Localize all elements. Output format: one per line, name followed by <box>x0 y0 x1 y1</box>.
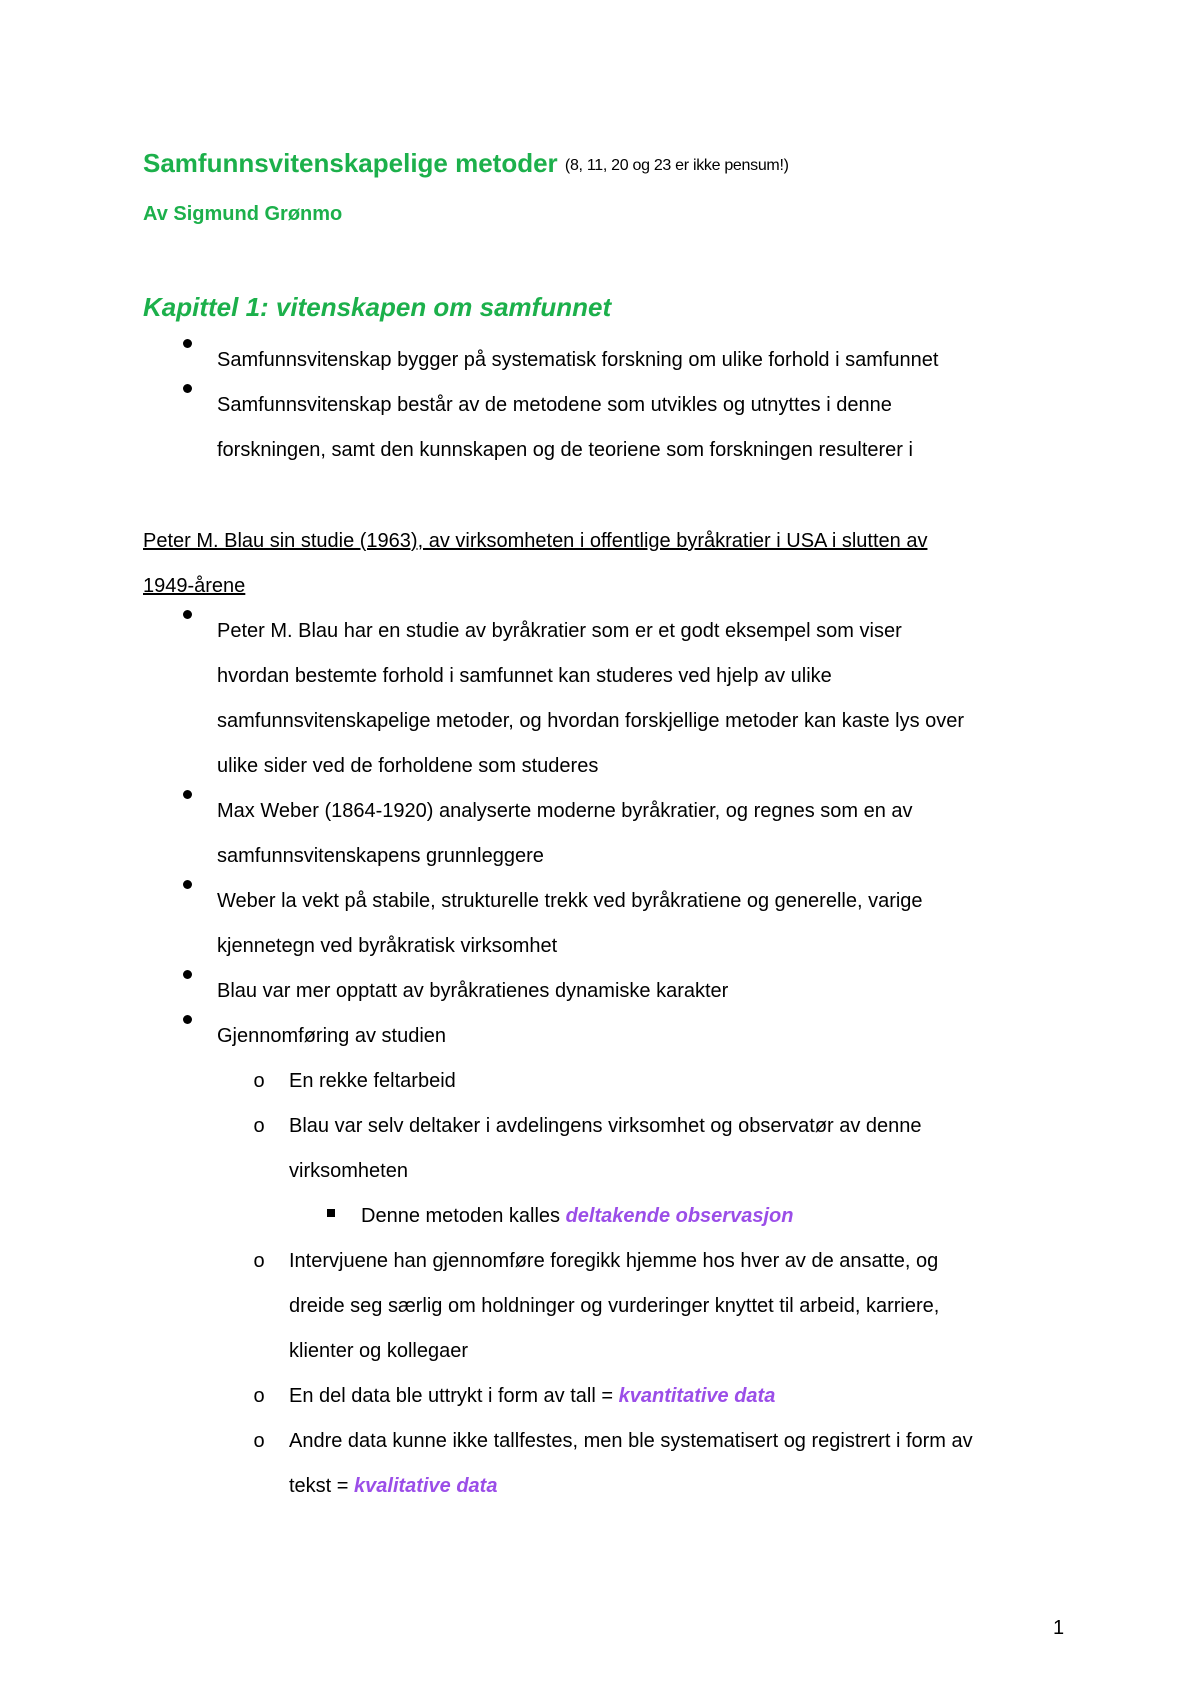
sub-list-item-text <box>289 1374 1089 1419</box>
list-item-text-line: ulike sider ved de forholdene som studeres <box>217 755 599 777</box>
circle-bullet-icon: o <box>253 1115 265 1137</box>
list-item <box>217 609 1117 789</box>
highlighted-term: kvantitative data <box>618 1385 776 1407</box>
list-item-text-line: forskningen, samt den kunnskapen og de teoriene som forskningen resulterer i <box>217 439 913 461</box>
sub-list-item-text-line: Andre data kunne ikke tallfestes, men ble systematisert og registrert i form av <box>289 1430 973 1452</box>
list-item-text-line: hvordan bestemte forhold i samfunnet kan studeres ved hjelp av ulike <box>217 665 832 687</box>
title-note: (8, 11, 20 og 23 er ikke pensum!) <box>564 157 789 174</box>
text-run: En del data ble uttrykt i form av tall = <box>289 1385 619 1407</box>
sub-list-item-text-line <box>289 1464 1089 1509</box>
highlighted-term: kvalitative data <box>354 1475 498 1497</box>
sub-list-item-text-line: dreide seg særlig om holdninger og vurderinger knyttet til arbeid, karriere, <box>289 1295 940 1317</box>
circle-bullet-icon: o <box>253 1385 265 1407</box>
sub-list-item <box>253 1374 1089 1419</box>
list-item-text-line: Samfunnsvitenskap består av de metodene som utvikles og utnyttes i denne <box>217 394 892 416</box>
sub-list-item-text-line: klienter og kollegaer <box>289 1340 468 1362</box>
list-item <box>217 383 1117 473</box>
list-item <box>217 879 1117 969</box>
list-item-text: Gjennomføring av studien <box>217 1025 447 1047</box>
square-bullet-icon <box>325 1194 337 1239</box>
sub-sub-list-item-text <box>361 1194 1061 1239</box>
circle-bullet-icon: o <box>253 1070 265 1092</box>
list-item-text-line: Peter M. Blau har en studie av byråkratier som er et godt eksempel som viser <box>217 620 902 642</box>
sub-sub-list-item <box>361 1194 1061 1239</box>
sub-list-item-text-line: Intervjuene han gjennomføre foregikk hjemme hos hver av de ansatte, og <box>289 1250 939 1272</box>
page-number: 1 <box>1053 1617 1065 1639</box>
sub-list-item-text-line: Blau var selv deltaker i avdelingens virksomhet og observatør av denne <box>289 1115 922 1137</box>
list-item <box>217 338 1117 383</box>
bullet-icon <box>181 338 193 356</box>
document-title <box>143 146 789 183</box>
chapter-heading: Kapittel 1: vitenskapen om samfunnet <box>143 292 612 322</box>
list-item <box>217 969 1117 1014</box>
bullet-icon <box>181 789 193 807</box>
list-item <box>217 1014 1117 1059</box>
sub-list-item <box>253 1104 1089 1194</box>
bullet-icon <box>181 1014 193 1032</box>
list-item-text: Blau var mer opptatt av byråkratienes dynamiske karakter <box>217 980 729 1002</box>
bullet-icon <box>181 383 193 401</box>
sub-list-item <box>253 1239 1089 1374</box>
section-heading-line: Peter M. Blau sin studie (1963), av virksomheten i offentlige byråkratier i USA i slutten av <box>143 530 928 552</box>
author-line: Av Sigmund Grønmo <box>143 203 343 225</box>
highlighted-term: deltakende observasjon <box>565 1205 794 1227</box>
section-heading-line: 1949-årene <box>143 575 246 597</box>
list-item-text-line: samfunnsvitenskapelige metoder, og hvordan forskjellige metoder kan kaste lys over <box>217 710 965 732</box>
sub-list-item <box>253 1059 1089 1104</box>
sub-list-item-text: En rekke feltarbeid <box>289 1070 456 1092</box>
sub-list-item-text-line: virksomheten <box>289 1160 408 1182</box>
circle-bullet-icon: o <box>253 1430 265 1452</box>
sub-list-item <box>253 1419 1089 1509</box>
section-heading <box>143 519 1043 609</box>
list-item-text-line: samfunnsvitenskapens grunnleggere <box>217 845 544 867</box>
list-item-text-line: kjennetegn ved byråkratisk virksomhet <box>217 935 558 957</box>
list-item-text: Samfunnsvitenskap bygger på systematisk forskning om ulike forhold i samfunnet <box>217 349 939 371</box>
text-run: tekst = <box>289 1475 355 1497</box>
bullet-icon <box>181 609 193 627</box>
text-run: Denne metoden kalles <box>361 1205 566 1227</box>
list-item-text-line: Max Weber (1864-1920) analyserte moderne byråkratier, og regnes som en av <box>217 800 913 822</box>
list-item-text-line: Weber la vekt på stabile, strukturelle trekk ved byråkratiene og generelle, varige <box>217 890 923 912</box>
list-item <box>217 789 1117 879</box>
title-text: Samfunnsvitenskapelige metoder <box>143 148 558 178</box>
circle-bullet-icon: o <box>253 1250 265 1272</box>
bullet-icon <box>181 969 193 987</box>
bullet-icon <box>181 879 193 897</box>
